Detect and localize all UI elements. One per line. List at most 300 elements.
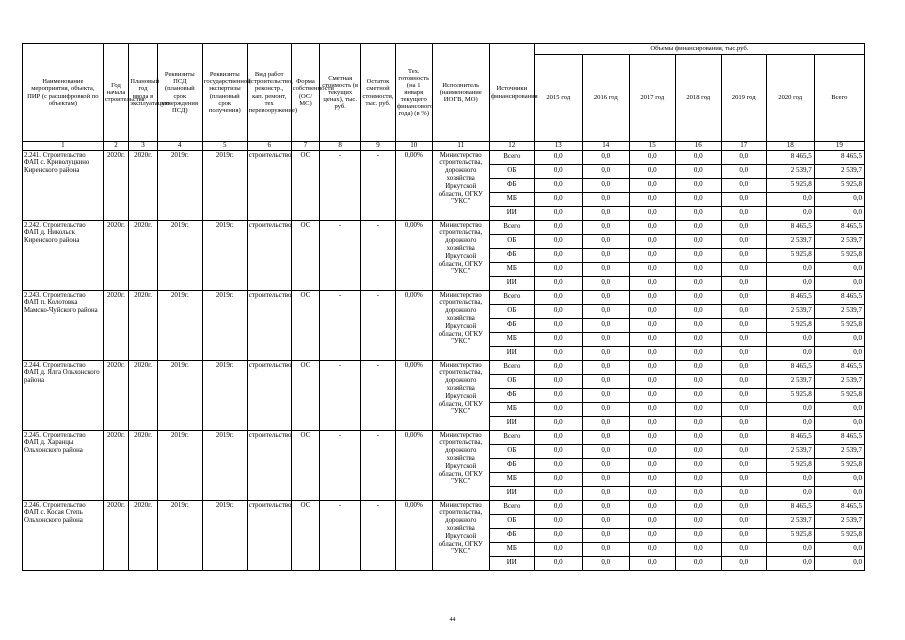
funding-value: 0,0 [721, 290, 766, 304]
object-name: 2.244. Строительство ФАП д. Ялга Ольхонского района [23, 360, 104, 430]
funding-value: 0,0 [582, 472, 629, 486]
work-type: строительство [247, 360, 291, 430]
work-type: строительство [247, 290, 291, 360]
table-row [23, 150, 865, 164]
funding-value: 0,0 [766, 542, 814, 556]
planned-year: 2020г. [129, 150, 158, 220]
funding-value: 0,0 [721, 178, 766, 192]
funding-source: Всего [489, 430, 534, 444]
funding-value: 0,0 [766, 192, 814, 206]
funding-source: ОБ [489, 304, 534, 318]
funding-source: ФБ [489, 458, 534, 472]
funding-value: 0,0 [675, 276, 721, 290]
column-number: 5 [202, 142, 247, 151]
funding-source: ИИ [489, 486, 534, 500]
remaining-cost: - [361, 290, 396, 360]
funding-value: 8 465,5 [814, 150, 864, 164]
funding-value: 0,0 [721, 304, 766, 318]
column-number: 13 [534, 142, 582, 151]
funding-value: 0,0 [582, 500, 629, 514]
funding-value: 0,0 [814, 346, 864, 360]
ownership: ОС [291, 150, 320, 220]
funding-value: 5 925,8 [766, 318, 814, 332]
psd-date: 2019г. [157, 500, 202, 570]
funding-value: 0,0 [534, 332, 582, 346]
funding-source: ИИ [489, 556, 534, 570]
column-number: 11 [432, 142, 489, 151]
funding-value: 0,0 [766, 262, 814, 276]
year-start: 2020г. [103, 220, 129, 290]
funding-value: 0,0 [814, 542, 864, 556]
funding-value: 0,0 [534, 150, 582, 164]
funding-value: 0,0 [721, 332, 766, 346]
funding-value: 0,0 [721, 458, 766, 472]
funding-value: 0,0 [582, 528, 629, 542]
funding-value: 5 925,8 [766, 458, 814, 472]
funding-value: 0,0 [582, 248, 629, 262]
funding-source: ИИ [489, 206, 534, 220]
funding-value: 0,0 [629, 402, 675, 416]
header-readiness: Тех. готовность (на 1 января текущего финансового года) (в %) [395, 44, 432, 142]
funding-value: 0,0 [675, 220, 721, 234]
estimate-cost: - [320, 290, 361, 360]
funding-value: 5 925,8 [814, 388, 864, 402]
funding-value: 0,0 [582, 346, 629, 360]
funding-value: 0,0 [766, 486, 814, 500]
funding-value: 0,0 [629, 542, 675, 556]
funding-value: 0,0 [534, 192, 582, 206]
readiness: 0,00% [395, 500, 432, 570]
funding-value: 0,0 [629, 500, 675, 514]
funding-value: 0,0 [629, 374, 675, 388]
readiness: 0,00% [395, 220, 432, 290]
funding-value: 8 465,5 [766, 220, 814, 234]
funding-value: 8 465,5 [814, 430, 864, 444]
funding-value: 0,0 [534, 234, 582, 248]
funding-source: ОБ [489, 514, 534, 528]
funding-source: ОБ [489, 234, 534, 248]
funding-source: ИИ [489, 416, 534, 430]
planned-year: 2020г. [129, 360, 158, 430]
funding-value: 2 539,7 [766, 374, 814, 388]
funding-value: 0,0 [629, 220, 675, 234]
funding-value: 0,0 [629, 262, 675, 276]
funding-value: 0,0 [582, 556, 629, 570]
funding-value: 0,0 [675, 444, 721, 458]
funding-source: ФБ [489, 178, 534, 192]
planned-year: 2020г. [129, 500, 158, 570]
funding-value: 0,0 [675, 486, 721, 500]
funding-value: 0,0 [766, 346, 814, 360]
estimate-cost: - [320, 430, 361, 500]
work-type: строительство [247, 500, 291, 570]
funding-value: 8 465,5 [766, 150, 814, 164]
funding-value: 0,0 [629, 248, 675, 262]
table-header [23, 44, 865, 151]
funding-value: 0,0 [675, 416, 721, 430]
table-row [23, 290, 865, 304]
funding-value: 8 465,5 [814, 290, 864, 304]
header-planned-year: Плановый год ввода в эксплуатацию [129, 44, 158, 142]
funding-source: Всего [489, 150, 534, 164]
funding-value: 0,0 [534, 346, 582, 360]
funding-value: 0,0 [582, 542, 629, 556]
executor: Министерство строительства, дорожного хозяйства Иркутской области, ОГКУ "УКС" [432, 430, 489, 500]
funding-value: 0,0 [534, 388, 582, 402]
object-name: 2.242. Строительство ФАП д. Никольск Киренского района [23, 220, 104, 290]
funding-value: 0,0 [582, 318, 629, 332]
funding-value: 2 539,7 [814, 304, 864, 318]
funding-value: 0,0 [534, 304, 582, 318]
ownership: ОС [291, 360, 320, 430]
funding-value: 0,0 [534, 500, 582, 514]
funding-value: 0,0 [629, 556, 675, 570]
funding-value: 0,0 [675, 374, 721, 388]
column-number-row [23, 142, 865, 151]
table-body [23, 150, 865, 570]
funding-value: 0,0 [534, 262, 582, 276]
funding-value: 8 465,5 [766, 430, 814, 444]
funding-source: МБ [489, 192, 534, 206]
funding-source: МБ [489, 262, 534, 276]
funding-value: 0,0 [534, 206, 582, 220]
funding-source: МБ [489, 542, 534, 556]
funding-value: 0,0 [534, 220, 582, 234]
funding-value: 0,0 [721, 374, 766, 388]
column-number: 2 [103, 142, 129, 151]
funding-value: 0,0 [766, 416, 814, 430]
readiness: 0,00% [395, 150, 432, 220]
funding-value: 0,0 [675, 388, 721, 402]
funding-value: 0,0 [629, 332, 675, 346]
planned-year: 2020г. [129, 290, 158, 360]
funding-value: 0,0 [582, 164, 629, 178]
funding-value: 0,0 [721, 220, 766, 234]
funding-value: 0,0 [582, 514, 629, 528]
funding-value: 0,0 [629, 430, 675, 444]
column-number: 16 [675, 142, 721, 151]
remaining-cost: - [361, 500, 396, 570]
funding-source: ФБ [489, 318, 534, 332]
funding-source: Всего [489, 360, 534, 374]
funding-source: МБ [489, 332, 534, 346]
funding-source: Всего [489, 290, 534, 304]
funding-value: 0,0 [629, 276, 675, 290]
column-number: 6 [247, 142, 291, 151]
object-name: 2.241. Строительство ФАП с. Криволуцкино Киренского района [23, 150, 104, 220]
remaining-cost: - [361, 430, 396, 500]
funding-value: 0,0 [721, 276, 766, 290]
funding-value: 0,0 [675, 178, 721, 192]
ownership: ОС [291, 430, 320, 500]
funding-value: 0,0 [721, 542, 766, 556]
executor: Министерство строительства, дорожного хозяйства Иркутской области, ОГКУ "УКС" [432, 360, 489, 430]
remaining-cost: - [361, 150, 396, 220]
funding-value: 0,0 [675, 206, 721, 220]
funding-value: 0,0 [675, 234, 721, 248]
expertise-date: 2019г. [202, 150, 247, 220]
column-number: 4 [157, 142, 202, 151]
funding-source: ОБ [489, 374, 534, 388]
header-year-2016: 2016 год [582, 55, 629, 142]
funding-value: 0,0 [675, 248, 721, 262]
funding-value: 0,0 [629, 346, 675, 360]
funding-value: 0,0 [582, 290, 629, 304]
estimate-cost: - [320, 360, 361, 430]
funding-value: 2 539,7 [814, 164, 864, 178]
year-start: 2020г. [103, 290, 129, 360]
funding-value: 0,0 [629, 192, 675, 206]
year-start: 2020г. [103, 430, 129, 500]
header-year-2015: 2015 год [534, 55, 582, 142]
header-name: Наименование мероприятия, объекта, ПИР (с расшифровкой по объектам) [23, 44, 104, 142]
work-type: строительство [247, 150, 291, 220]
table-row [23, 360, 865, 374]
psd-date: 2019г. [157, 430, 202, 500]
funding-value: 0,0 [721, 248, 766, 262]
funding-value: 0,0 [629, 486, 675, 500]
funding-value: 0,0 [675, 150, 721, 164]
funding-value: 0,0 [675, 318, 721, 332]
funding-value: 0,0 [766, 556, 814, 570]
funding-value: 0,0 [629, 304, 675, 318]
funding-value: 0,0 [721, 346, 766, 360]
funding-value: 0,0 [534, 430, 582, 444]
funding-value: 0,0 [721, 360, 766, 374]
funding-value: 5 925,8 [766, 178, 814, 192]
funding-value: 0,0 [534, 402, 582, 416]
funding-value: 2 539,7 [814, 374, 864, 388]
estimate-cost: - [320, 150, 361, 220]
header-year-2020: 2020 год [766, 55, 814, 142]
funding-value: 0,0 [534, 542, 582, 556]
executor: Министерство строительства, дорожного хозяйства Иркутской области, ОГКУ "УКС" [432, 150, 489, 220]
expertise-date: 2019г. [202, 220, 247, 290]
funding-value: 0,0 [629, 444, 675, 458]
expertise-date: 2019г. [202, 290, 247, 360]
funding-value: 0,0 [675, 360, 721, 374]
funding-value: 2 539,7 [814, 514, 864, 528]
funding-value: 0,0 [534, 486, 582, 500]
funding-value: 0,0 [721, 192, 766, 206]
header-expertise: Реквизиты государственной экспертизы (плановый срок получения) [202, 44, 247, 142]
funding-value: 0,0 [721, 528, 766, 542]
table-row [23, 220, 865, 234]
remaining-cost: - [361, 360, 396, 430]
funding-value: 0,0 [675, 332, 721, 346]
funding-value: 5 925,8 [766, 248, 814, 262]
funding-value: 0,0 [582, 444, 629, 458]
funding-value: 0,0 [675, 346, 721, 360]
funding-value: 0,0 [721, 388, 766, 402]
table-row [23, 500, 865, 514]
column-number: 10 [395, 142, 432, 151]
funding-value: 0,0 [814, 402, 864, 416]
funding-source: ФБ [489, 388, 534, 402]
header-remaining-cost: Остаток сметной стоимости, тыс. руб. [361, 44, 396, 142]
funding-value: 8 465,5 [814, 360, 864, 374]
funding-value: 0,0 [766, 402, 814, 416]
funding-value: 2 539,7 [814, 234, 864, 248]
planned-year: 2020г. [129, 220, 158, 290]
funding-value: 0,0 [582, 262, 629, 276]
ownership: ОС [291, 220, 320, 290]
funding-value: 0,0 [814, 416, 864, 430]
funding-value: 0,0 [814, 486, 864, 500]
expertise-date: 2019г. [202, 430, 247, 500]
readiness: 0,00% [395, 360, 432, 430]
funding-value: 0,0 [582, 332, 629, 346]
funding-value: 0,0 [675, 542, 721, 556]
header-ownership: Форма собственности (ОС/МС) [291, 44, 320, 142]
funding-value: 0,0 [629, 458, 675, 472]
funding-value: 0,0 [675, 430, 721, 444]
funding-value: 0,0 [582, 192, 629, 206]
funding-value: 0,0 [534, 164, 582, 178]
header-year-2017: 2017 год [629, 55, 675, 142]
header-year-2018: 2018 год [675, 55, 721, 142]
funding-value: 0,0 [629, 388, 675, 402]
column-number: 19 [814, 142, 864, 151]
column-number: 3 [129, 142, 158, 151]
funding-value: 0,0 [534, 290, 582, 304]
work-type: строительство [247, 220, 291, 290]
readiness: 0,00% [395, 290, 432, 360]
funding-value: 5 925,8 [766, 388, 814, 402]
header-work-type: Вид работ (строительство, реконстр., кап. ремонт, тех перевооружение) [247, 44, 291, 142]
funding-value: 0,0 [629, 234, 675, 248]
funding-source: ОБ [489, 444, 534, 458]
funding-value: 0,0 [814, 276, 864, 290]
column-number: 1 [23, 142, 104, 151]
funding-value: 0,0 [721, 444, 766, 458]
funding-value: 0,0 [814, 262, 864, 276]
funding-value: 0,0 [721, 556, 766, 570]
funding-value: 0,0 [582, 220, 629, 234]
funding-value: 0,0 [766, 472, 814, 486]
funding-value: 0,0 [721, 318, 766, 332]
funding-value: 2 539,7 [766, 444, 814, 458]
column-number: 9 [361, 142, 396, 151]
readiness: 0,00% [395, 430, 432, 500]
year-start: 2020г. [103, 360, 129, 430]
funding-value: 0,0 [721, 500, 766, 514]
funding-value: 0,0 [629, 290, 675, 304]
column-number: 7 [291, 142, 320, 151]
funding-value: 0,0 [675, 304, 721, 318]
executor: Министерство строительства, дорожного хозяйства Иркутской области, ОГКУ "УКС" [432, 500, 489, 570]
funding-value: 0,0 [582, 304, 629, 318]
executor: Министерство строительства, дорожного хозяйства Иркутской области, ОГКУ "УКС" [432, 220, 489, 290]
funding-value: 0,0 [675, 514, 721, 528]
planned-year: 2020г. [129, 430, 158, 500]
funding-value: 0,0 [582, 430, 629, 444]
funding-value: 0,0 [629, 164, 675, 178]
funding-source: ФБ [489, 248, 534, 262]
column-number: 12 [489, 142, 534, 151]
funding-value: 0,0 [629, 318, 675, 332]
column-number: 8 [320, 142, 361, 151]
funding-value: 0,0 [721, 416, 766, 430]
column-number: 17 [721, 142, 766, 151]
ownership: ОС [291, 290, 320, 360]
funding-value: 2 539,7 [814, 444, 864, 458]
funding-source: ФБ [489, 528, 534, 542]
funding-value: 8 465,5 [766, 290, 814, 304]
remaining-cost: - [361, 220, 396, 290]
funding-value: 0,0 [721, 472, 766, 486]
header-psd: Реквизиты ПСД (плановый срок утверждения ПСД) [157, 44, 202, 142]
funding-value: 0,0 [721, 206, 766, 220]
funding-value: 0,0 [629, 150, 675, 164]
funding-value: 0,0 [675, 528, 721, 542]
header-executor: Исполнитель (наименование ИОГВ, МО) [432, 44, 489, 142]
funding-value: 2 539,7 [766, 514, 814, 528]
executor: Министерство строительства, дорожного хозяйства Иркутской области, ОГКУ "УКС" [432, 290, 489, 360]
column-number: 15 [629, 142, 675, 151]
funding-value: 5 925,8 [814, 458, 864, 472]
funding-value: 0,0 [582, 360, 629, 374]
funding-value: 0,0 [675, 192, 721, 206]
funding-value: 0,0 [675, 290, 721, 304]
funding-value: 0,0 [534, 528, 582, 542]
funding-value: 0,0 [766, 332, 814, 346]
funding-value: 5 925,8 [814, 248, 864, 262]
funding-value: 0,0 [675, 262, 721, 276]
estimate-cost: - [320, 220, 361, 290]
funding-value: 0,0 [534, 318, 582, 332]
funding-value: 0,0 [582, 416, 629, 430]
funding-value: 0,0 [721, 150, 766, 164]
funding-value: 0,0 [534, 444, 582, 458]
funding-source: МБ [489, 472, 534, 486]
estimate-cost: - [320, 500, 361, 570]
funding-value: 2 539,7 [766, 304, 814, 318]
expertise-date: 2019г. [202, 500, 247, 570]
funding-value: 0,0 [582, 486, 629, 500]
funding-value: 0,0 [629, 206, 675, 220]
funding-value: 0,0 [534, 514, 582, 528]
funding-value: 0,0 [721, 234, 766, 248]
object-name: 2.245. Строительство ФАП д. Харанцы Ольхонского района [23, 430, 104, 500]
funding-value: 8 465,5 [766, 360, 814, 374]
object-name: 2.243. Строительство ФАП п. Колотовка Мамско-Чуйского района [23, 290, 104, 360]
funding-value: 8 465,5 [814, 220, 864, 234]
ownership: ОС [291, 500, 320, 570]
funding-value: 0,0 [629, 360, 675, 374]
expertise-date: 2019г. [202, 360, 247, 430]
funding-source: Всего [489, 220, 534, 234]
funding-value: 0,0 [675, 472, 721, 486]
psd-date: 2019г. [157, 150, 202, 220]
column-number: 18 [766, 142, 814, 151]
funding-value: 0,0 [814, 192, 864, 206]
funding-value: 0,0 [814, 472, 864, 486]
funding-value: 0,0 [582, 458, 629, 472]
header-year-2019: 2019 год [721, 55, 766, 142]
page-number: 44 [449, 617, 456, 623]
work-type: строительство [247, 430, 291, 500]
funding-value: 0,0 [766, 206, 814, 220]
funding-value: 0,0 [582, 388, 629, 402]
funding-value: 0,0 [675, 164, 721, 178]
funding-value: 0,0 [534, 556, 582, 570]
funding-value: 2 539,7 [766, 164, 814, 178]
object-name: 2.246. Строительство ФАП с. Косая Степь Ольхонского района [23, 500, 104, 570]
funding-value: 2 539,7 [766, 234, 814, 248]
psd-date: 2019г. [157, 290, 202, 360]
funding-value: 8 465,5 [814, 500, 864, 514]
